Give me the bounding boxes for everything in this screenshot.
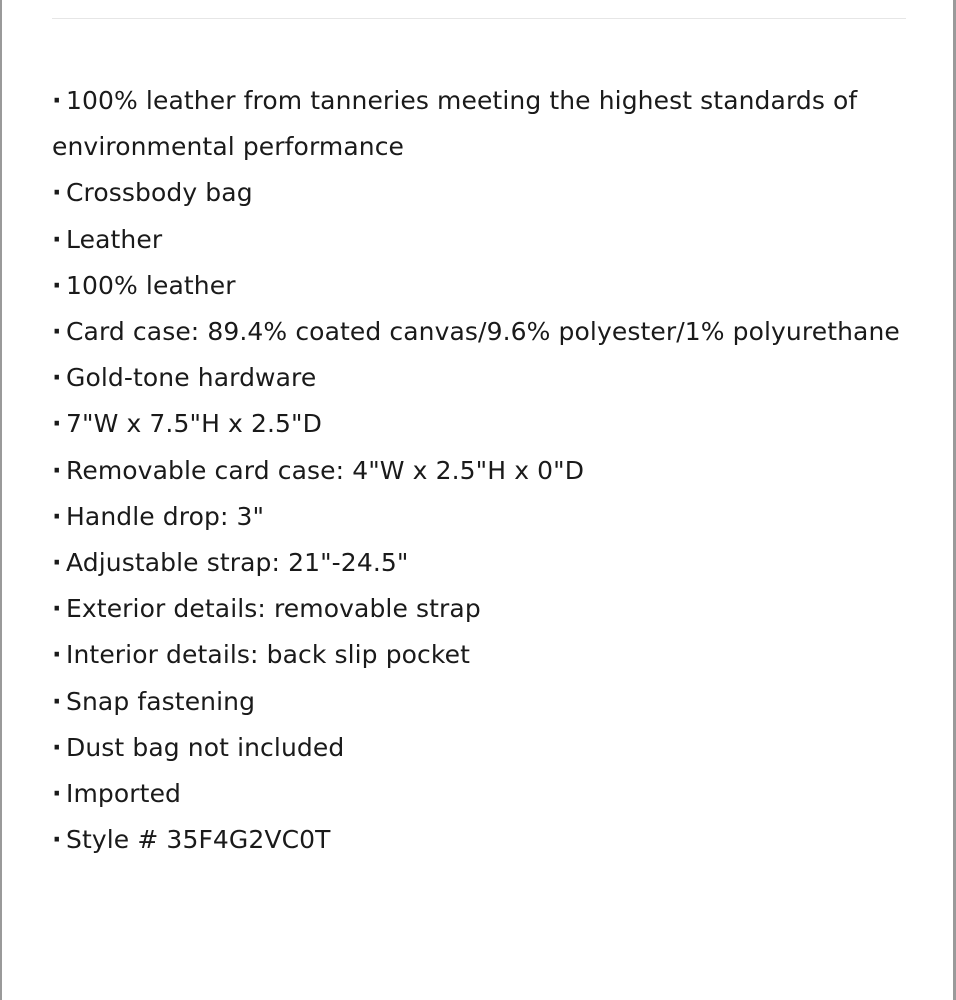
detail-text: Dust bag not included: [66, 732, 345, 762]
list-item: [52, 586, 912, 632]
bullet-icon: ·: [52, 86, 62, 115]
list-item: [52, 632, 912, 678]
detail-text: Style # 35F4G2VC0T: [66, 825, 331, 855]
detail-text: 7"W x 7.5"H x 2.5"D: [66, 409, 322, 439]
list-item: [52, 78, 912, 170]
list-item: [52, 263, 912, 309]
list-item: [52, 725, 912, 771]
list-item: [52, 217, 912, 263]
list-item: [52, 494, 912, 540]
list-item: [52, 401, 912, 447]
bullet-icon: ·: [52, 825, 62, 855]
product-details-list: [52, 78, 912, 863]
bullet-icon: ·: [52, 224, 62, 254]
section-divider: [52, 18, 906, 19]
list-item: [52, 448, 912, 494]
detail-text: Snap fastening: [66, 686, 256, 716]
bullet-icon: ·: [52, 686, 62, 716]
bullet-icon: ·: [52, 270, 62, 300]
detail-text: Removable card case: 4"W x 2.5"H x 0"D: [66, 455, 585, 485]
detail-text: Handle drop: 3": [66, 501, 265, 531]
list-item: [52, 540, 912, 586]
list-item: [52, 817, 912, 863]
bullet-icon: ·: [52, 409, 62, 439]
detail-text: Adjustable strap: 21"-24.5": [66, 548, 409, 578]
detail-text: 100% leather: [66, 270, 236, 300]
list-item: [52, 170, 912, 216]
list-item: [52, 355, 912, 401]
detail-text: Imported: [66, 779, 182, 809]
detail-text: Gold-tone hardware: [66, 363, 317, 393]
bullet-icon: ·: [52, 178, 62, 208]
detail-text: Exterior details: removable strap: [66, 594, 481, 624]
detail-text: 100% leather from tanneries meeting the highest standards of environmental performance: [52, 86, 858, 162]
bullet-icon: ·: [52, 548, 62, 578]
list-item: [52, 679, 912, 725]
bullet-icon: ·: [52, 732, 62, 762]
bullet-icon: ·: [52, 640, 62, 670]
page-border-left: [0, 0, 2, 1000]
bullet-icon: ·: [52, 455, 62, 485]
bullet-icon: ·: [52, 363, 62, 393]
detail-text: Card case: 89.4% coated canvas/9.6% polyester/1% polyurethane: [66, 317, 900, 347]
detail-text: Leather: [66, 224, 163, 254]
detail-text: Crossbody bag: [66, 178, 253, 208]
list-item: [52, 309, 912, 355]
bullet-icon: ·: [52, 317, 62, 347]
detail-text: Interior details: back slip pocket: [66, 640, 470, 670]
bullet-icon: ·: [52, 779, 62, 809]
bullet-icon: ·: [52, 501, 62, 531]
bullet-icon: ·: [52, 594, 62, 624]
list-item: [52, 771, 912, 817]
